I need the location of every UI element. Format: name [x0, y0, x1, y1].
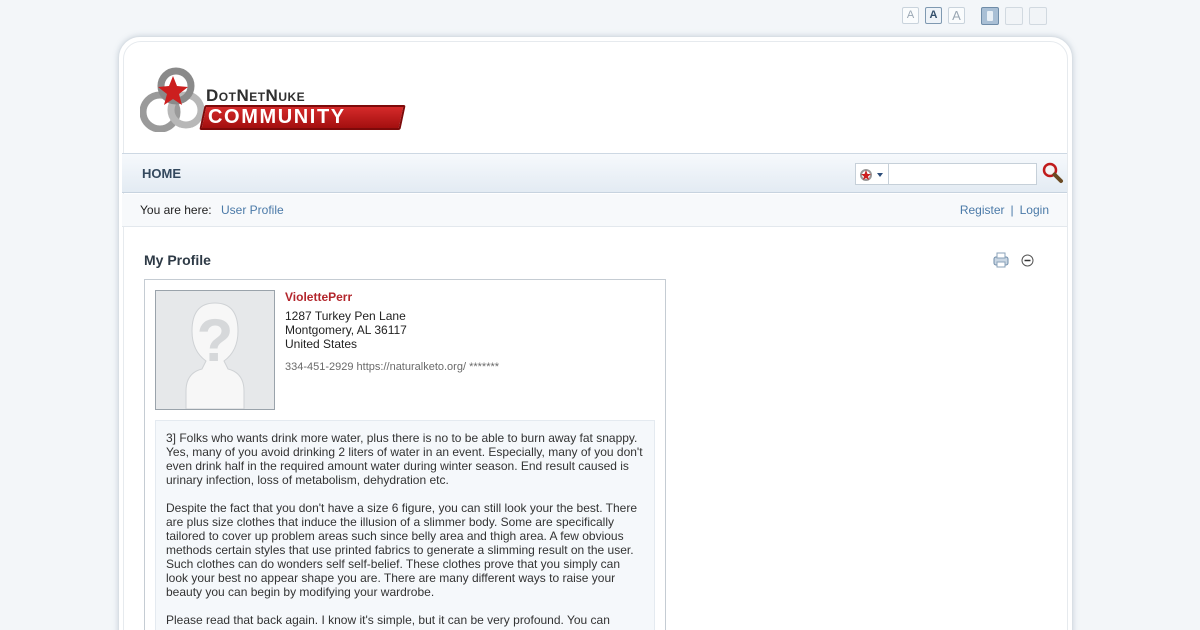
breadcrumb-label: You are here:: [140, 203, 212, 217]
print-icon[interactable]: [992, 252, 1010, 268]
width-medium-button[interactable]: [1005, 7, 1023, 25]
bio-paragraph: Despite the fact that you don't have a size 6 figure, you can still look your the best. There are plus size clothes that induce the illusion of a slimmer body. Some are specifically tailored to cover up problem areas such since belly area and thigh area. A few obvious methods certain styles that use printed fabrics to generate a slimming result on the user. Such clothes can do wonders self self-belief. These clothes prove that you simply can look your best no appear shape you are. There are many different ways to raise your beauty you can begin by modifying your wardrobe.: [166, 501, 638, 599]
width-controls: [981, 7, 1047, 25]
auth-links: [960, 203, 1049, 217]
main-nav: [122, 153, 1067, 193]
profile-biography: [155, 420, 655, 630]
nav-item-home[interactable]: HOME: [142, 166, 181, 181]
dnn-small-icon: [856, 164, 890, 186]
search-scope-dropdown[interactable]: [855, 163, 889, 185]
profile-card: [144, 279, 666, 630]
bio-paragraph: 3] Folks who wants drink more water, plus there is no to be able to burn away fat snappy. Yes, many of you avoid drinking 2 liters of water in an event. Especially, many of you don't even drink half in the required amount water during winter season. End result caused is urinary infection, loss of metabolism, dehydration etc.: [166, 431, 643, 487]
bio-paragraph: Please read that back again. I know it's simple, but it can be very profound. You can: [166, 613, 610, 627]
font-size-controls: [902, 7, 965, 24]
font-large-button[interactable]: A: [948, 7, 965, 24]
register-link[interactable]: Register: [959, 203, 1005, 217]
login-link[interactable]: Login: [1019, 203, 1049, 217]
avatar-placeholder-icon: [156, 291, 274, 409]
svg-text:?: ?: [196, 307, 234, 374]
width-fixed-button[interactable]: [981, 7, 999, 25]
logo-wordmark-top: DotNetNuke: [206, 86, 306, 105]
auth-separator: |: [1010, 203, 1014, 217]
breadcrumb-link-user-profile[interactable]: User Profile: [221, 203, 284, 217]
profile-contact: 334-451-2929 https://naturalketo.org/ *******: [285, 361, 500, 373]
address-line-1: 1287 Turkey Pen Lane: [285, 309, 406, 323]
avatar: [155, 290, 275, 410]
address-line-2: Montgomery, AL 36117: [285, 323, 407, 337]
dnn-logo-mark-icon: [140, 66, 206, 132]
site-logo[interactable]: [140, 66, 405, 136]
logo-wordmark-bottom: COMMUNITY: [208, 106, 346, 128]
breadcrumb: [122, 194, 1067, 227]
minimize-icon[interactable]: [1021, 254, 1034, 267]
module-title: My Profile: [144, 252, 211, 268]
profile-address: [285, 309, 407, 351]
font-medium-button[interactable]: A: [925, 7, 942, 24]
search-input[interactable]: [888, 163, 1037, 185]
search-icon[interactable]: [1042, 162, 1064, 184]
address-country: United States: [285, 337, 358, 351]
font-small-button[interactable]: A: [902, 7, 919, 24]
profile-username[interactable]: ViolettePerr: [285, 290, 353, 304]
width-full-button[interactable]: [1029, 7, 1047, 25]
